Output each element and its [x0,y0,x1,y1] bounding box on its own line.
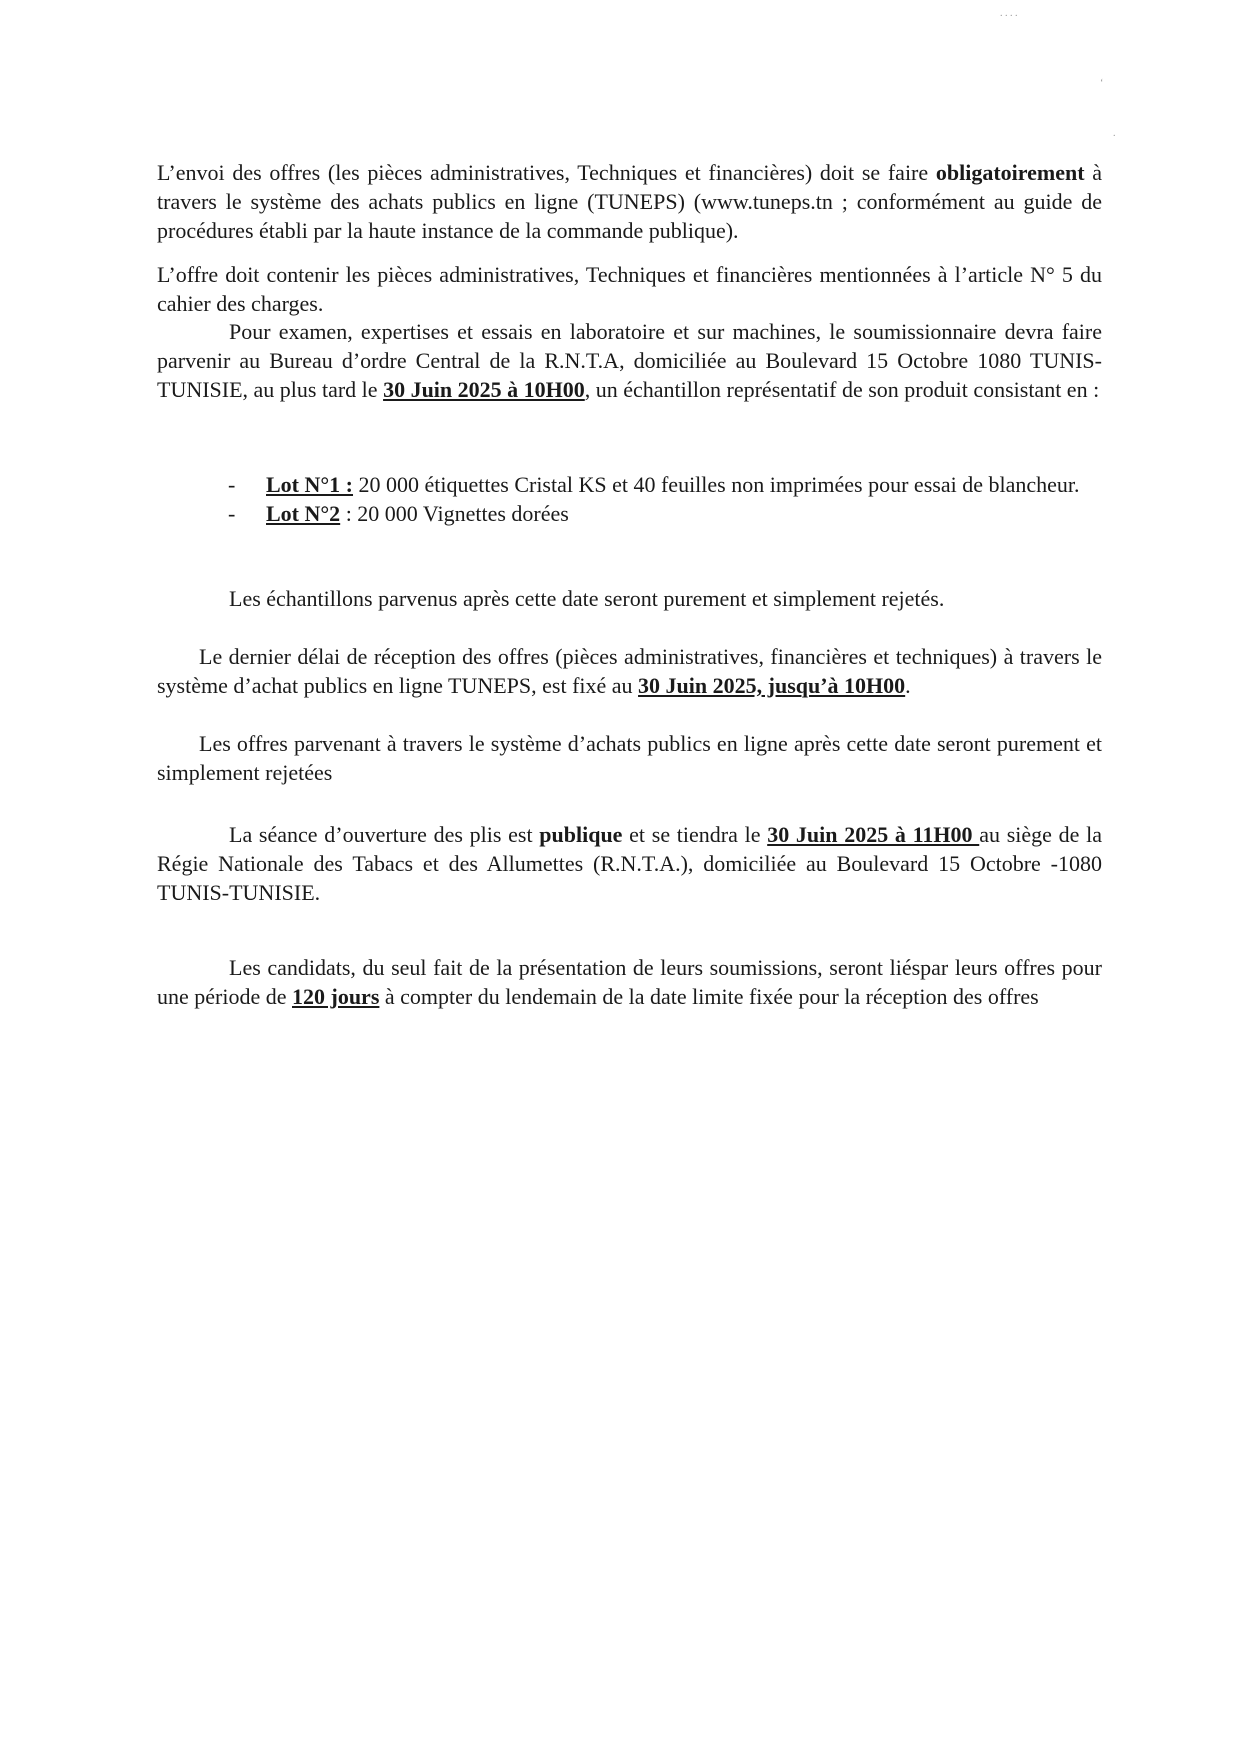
paragraph-text: au siège de la Régie Nationale des Tabacs et des Allumettes (R.N.T.A.), domiciliée au Boulevard 15 Octobre -1080 TUNIS-TUNISIE. [157,822,1103,905]
paragraph-submission-method [157,158,1102,245]
scan-mark-top-right: . . . . [1000,8,1018,19]
paragraph-text: , un échantillon représentatif de son produit consistant en : [584,377,1100,402]
lot-description: 20 000 étiquettes Cristal KS et 40 feuilles non imprimées pour essai de blancheur. [353,472,1080,497]
paragraph-offer-content: L’offre doit contenir les pièces administratives, Techniques et financières mentionnées à l’article N° 5 du cahier des charges. [157,262,1102,316]
paragraph-deadline [157,642,1102,700]
bold-publique: publique [539,822,623,847]
paragraph-text: Les candidats, du seul fait de la présentation de leurs soumissions, seront liéspar leurs offres pour une période de [157,955,1102,1009]
list-dash: - [228,501,236,526]
paragraph-text: Le dernier délai de réception des offres (pièces administratives, financières et techniques) à travers le système d’achat publics en ligne TUNEPS, est fixé au [157,644,1102,698]
offer-deadline: 30 Juin 2025, jusqu’à 10H00 [638,673,906,698]
opening-date: 30 Juin 2025 à 11H00 [767,822,980,847]
bold-obligatoirement: obligatoirement [935,160,1085,185]
sample-deadline: 30 Juin 2025 à 10H00 [383,377,585,402]
scan-mark-right: ‘ [1100,78,1104,89]
list-dash: - [228,472,236,497]
paragraph-validity [157,953,1102,1011]
paragraph-text: L’envoi des offres (les pièces administratives, Techniques et financières) doit se faire [157,160,936,185]
validity-period: 120 jours [292,984,380,1009]
paragraph-late-samples: Les échantillons parvenus après cette date seront purement et simplement rejetés. [229,586,945,611]
list-item-lot-2 [228,499,1102,528]
paragraph-late-offers: Les offres parvenant à travers le système d’achats publics en ligne après cette date seront purement et simplement rejetées [157,731,1102,785]
paragraph-text: et se tiendra le [622,822,768,847]
paragraph-opening-session [157,820,1102,907]
paragraph-text: La séance d’ouverture des plis est [229,822,540,847]
paragraph-text: à compter du lendemain de la date limite fixée pour la réception des offres [379,984,1039,1009]
scan-mark-right-2: . [1113,128,1116,139]
list-item-lot-1 [228,470,1102,499]
lot-label: Lot N°2 [266,501,341,526]
lots-list [228,470,1102,528]
lot-label: Lot N°1 : [266,472,354,497]
lot-description: : 20 000 Vignettes dorées [340,501,569,526]
paragraph-text: à travers le système des achats publics en ligne (TUNEPS) (www.tuneps.tn ; conformément au guide de procédures établi par la haute instance de la commande publique). [157,160,1103,243]
paragraph-text: Pour examen, expertises et essais en laboratoire et sur machines, le soumissionnaire devra faire parvenir au Bureau d’ordre Central de la R.N.T.A, domiciliée au Boulevard 15 Octobre 1080 TUNIS-TUNISIE, au plus tard le [157,319,1102,402]
paragraph-samples [157,317,1102,404]
paragraph-text: . [905,673,911,698]
